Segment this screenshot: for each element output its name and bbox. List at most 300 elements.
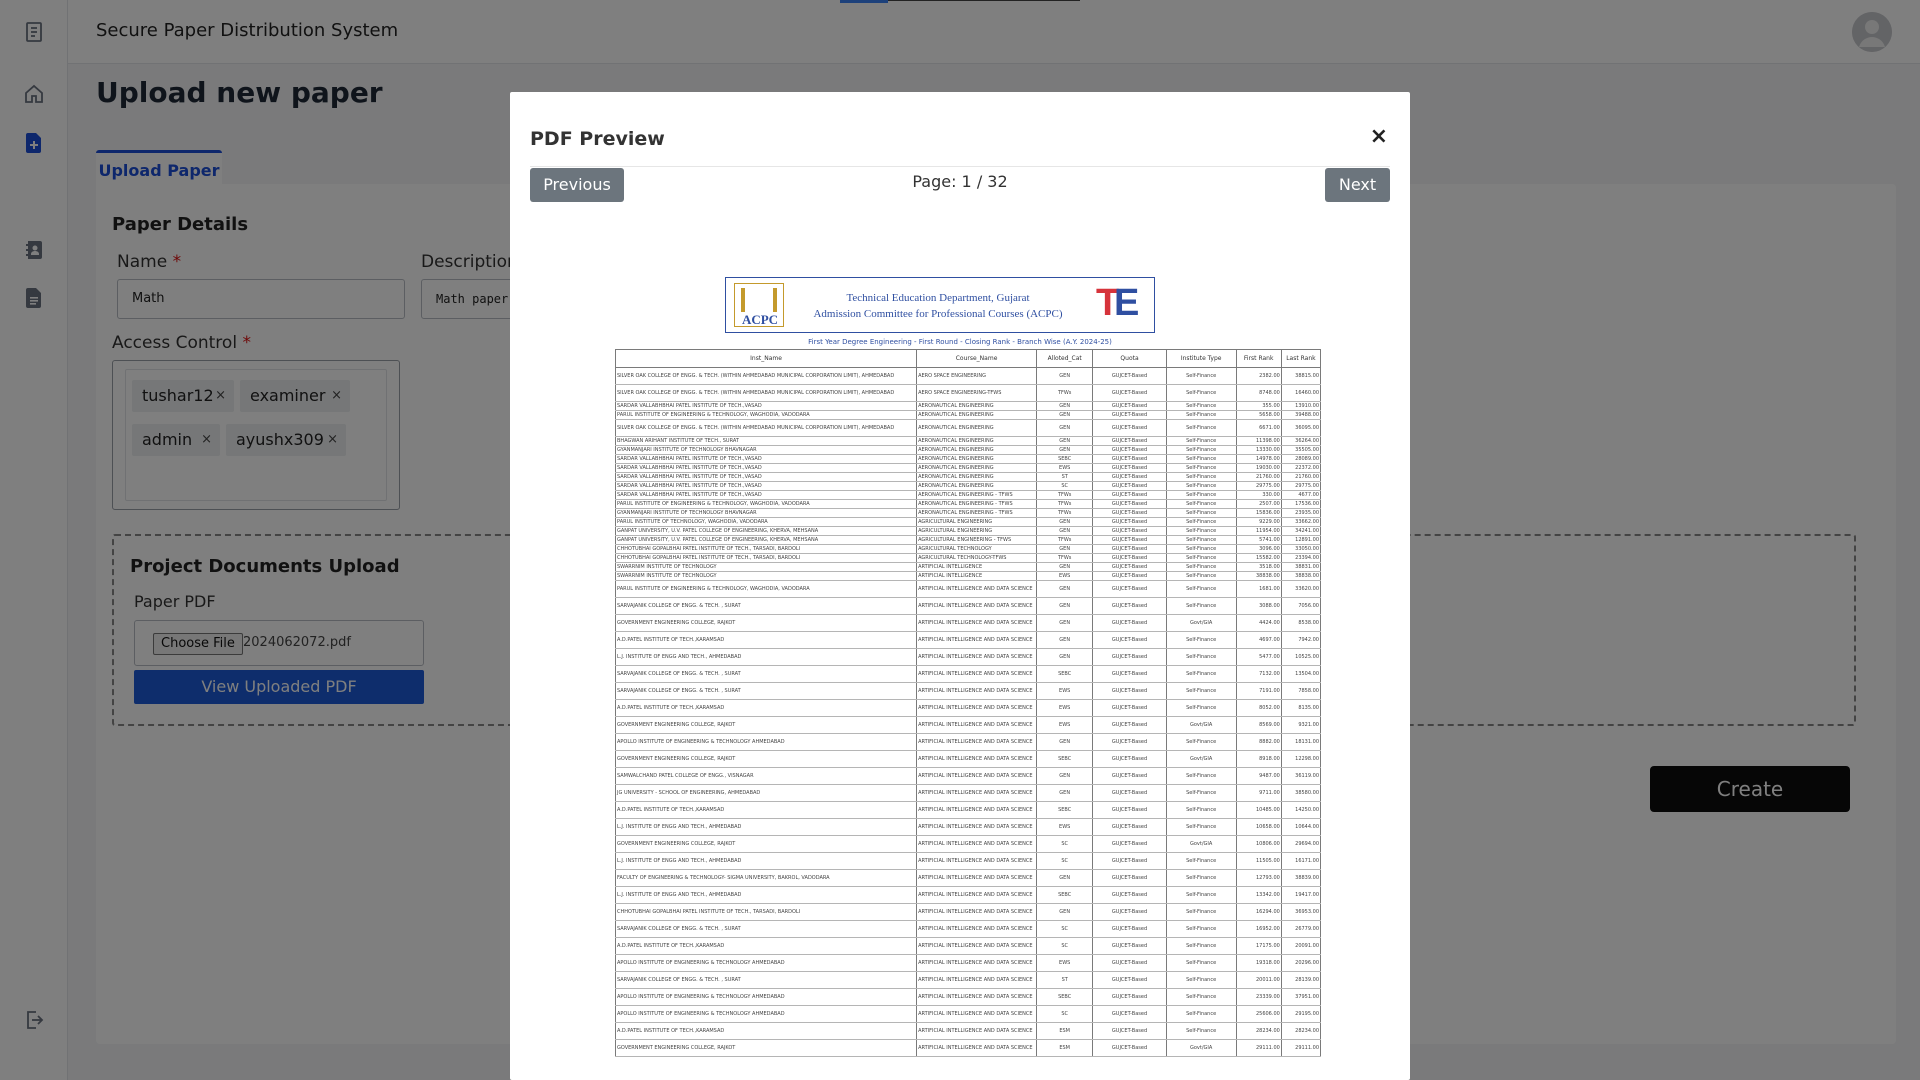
te-logo [1096, 283, 1144, 323]
table-cell: GEN [1037, 649, 1093, 666]
table-cell: Self-Finance [1166, 455, 1236, 464]
table-cell: SEBC [1037, 666, 1093, 683]
table-cell: 20011.00 [1236, 972, 1281, 989]
table-cell: GUJCET-Based [1093, 717, 1166, 734]
table-cell: L.J. INSTITUTE OF ENGG AND TECH., AHMEDABAD [616, 649, 917, 666]
table-cell: 15582.00 [1236, 554, 1281, 563]
table-cell: Self-Finance [1166, 572, 1236, 581]
table-row [616, 455, 1321, 464]
table-cell: Self-Finance [1166, 955, 1236, 972]
table-cell: GUJCET-Based [1093, 581, 1166, 598]
table-cell: 9711.00 [1236, 785, 1281, 802]
table-cell: GEN [1037, 581, 1093, 598]
table-cell: GUJCET-Based [1093, 385, 1166, 402]
table-cell: 10806.00 [1236, 836, 1281, 853]
table-cell: 29111.00 [1236, 1040, 1281, 1057]
table-cell: 7056.00 [1281, 598, 1320, 615]
table-cell: GOVERNMENT ENGINEERING COLLEGE, RAJKOT [616, 751, 917, 768]
te-logo-e: E [1114, 282, 1140, 324]
table-cell: GUJCET-Based [1093, 955, 1166, 972]
table-cell: ARTIFICIAL INTELLIGENCE AND DATA SCIENCE [917, 768, 1037, 785]
table-cell: SAMWALCHAND PATEL COLLEGE OF ENGG., VISNAGAR [616, 768, 917, 785]
table-cell: GEN [1037, 870, 1093, 887]
table-cell: SEBC [1037, 455, 1093, 464]
table-cell: SARDAR VALLABHBHAI PATEL INSTITUTE OF TECH.,VASAD [616, 482, 917, 491]
table-cell: Govt/GIA [1166, 751, 1236, 768]
table-row [616, 666, 1321, 683]
table-cell: GUJCET-Based [1093, 420, 1166, 437]
table-cell: GEN [1037, 768, 1093, 785]
table-cell: 29775.00 [1281, 482, 1320, 491]
table-cell: 10658.00 [1236, 819, 1281, 836]
table-cell: AERONAUTICAL ENGINEERING [917, 402, 1037, 411]
table-cell: Self-Finance [1166, 411, 1236, 420]
table-cell: 6671.00 [1236, 420, 1281, 437]
table-cell: 20296.00 [1281, 955, 1320, 972]
table-cell: 9487.00 [1236, 768, 1281, 785]
table-cell: GUJCET-Based [1093, 870, 1166, 887]
table-cell: ARTIFICIAL INTELLIGENCE AND DATA SCIENCE [917, 802, 1037, 819]
table-cell: GEN [1037, 734, 1093, 751]
table-cell: ARTIFICIAL INTELLIGENCE AND DATA SCIENCE [917, 632, 1037, 649]
table-cell: 33620.00 [1281, 581, 1320, 598]
table-cell: AERONAUTICAL ENGINEERING - TFWS [917, 491, 1037, 500]
table-cell: GUJCET-Based [1093, 615, 1166, 632]
table-row [616, 368, 1321, 385]
table-cell: ARTIFICIAL INTELLIGENCE AND DATA SCIENCE [917, 955, 1037, 972]
table-cell: 11954.00 [1236, 527, 1281, 536]
table-cell: AGRICULTURAL ENGINEERING [917, 527, 1037, 536]
table-cell: 3088.00 [1236, 598, 1281, 615]
table-row [616, 989, 1321, 1006]
table-cell: GEN [1037, 411, 1093, 420]
table-cell: GUJCET-Based [1093, 446, 1166, 455]
table-row [616, 700, 1321, 717]
table-cell: 10485.00 [1236, 802, 1281, 819]
table-cell: GUJCET-Based [1093, 572, 1166, 581]
table-cell: 10644.00 [1281, 819, 1320, 836]
table-row [616, 491, 1321, 500]
table-cell: 330.00 [1236, 491, 1281, 500]
table-cell: 8135.00 [1281, 700, 1320, 717]
table-cell: 7191.00 [1236, 683, 1281, 700]
table-cell: ST [1037, 972, 1093, 989]
table-column-header: Course_Name [917, 350, 1037, 368]
table-cell: SILVER OAK COLLEGE OF ENGG. & TECH. (WITHIN AHMEDABAD MUNICIPAL CORPORATION LIMIT), AHMEDABAD [616, 420, 917, 437]
table-cell: Govt/GIA [1166, 836, 1236, 853]
table-cell: 8538.00 [1281, 615, 1320, 632]
table-cell: 2382.00 [1236, 368, 1281, 385]
table-row [616, 420, 1321, 437]
table-cell: 37951.00 [1281, 989, 1320, 1006]
table-cell: GUJCET-Based [1093, 700, 1166, 717]
table-cell: FACULTY OF ENGINEERING & TECHNOLOGY- SIGMA UNIVERSITY, BAKROL, VADODARA [616, 870, 917, 887]
table-cell: SARDAR VALLABHBHAI PATEL INSTITUTE OF TECH.,VASAD [616, 464, 917, 473]
table-row [616, 819, 1321, 836]
table-row [616, 972, 1321, 989]
table-cell: ARTIFICIAL INTELLIGENCE AND DATA SCIENCE [917, 666, 1037, 683]
table-cell: TFWs [1037, 500, 1093, 509]
table-cell: ARTIFICIAL INTELLIGENCE AND DATA SCIENCE [917, 615, 1037, 632]
table-cell: 5658.00 [1236, 411, 1281, 420]
table-cell: Govt/GIA [1166, 1040, 1236, 1057]
table-cell: 9321.00 [1281, 717, 1320, 734]
table-cell: GUJCET-Based [1093, 482, 1166, 491]
table-row [616, 500, 1321, 509]
table-cell: 19030.00 [1236, 464, 1281, 473]
page-indicator: Page: 1 / 32 [912, 172, 1008, 191]
table-cell: GUJCET-Based [1093, 491, 1166, 500]
table-cell: 12793.00 [1236, 870, 1281, 887]
table-cell: GUJCET-Based [1093, 527, 1166, 536]
table-cell: Self-Finance [1166, 420, 1236, 437]
table-cell: 29111.00 [1281, 1040, 1320, 1057]
table-cell: AERO SPACE ENGINEERING [917, 368, 1037, 385]
table-cell: A.D.PATEL INSTITUTE OF TECH.,KARAMSAD [616, 632, 917, 649]
table-cell: 38838.00 [1281, 572, 1320, 581]
table-cell: A.D.PATEL INSTITUTE OF TECH.,KARAMSAD [616, 1023, 917, 1040]
table-cell: 21760.00 [1281, 473, 1320, 482]
table-cell: TFWs [1037, 491, 1093, 500]
table-cell: 21760.00 [1236, 473, 1281, 482]
table-row [616, 955, 1321, 972]
table-cell: GUJCET-Based [1093, 904, 1166, 921]
acpc-logo [734, 283, 784, 327]
te-logo-t: T [1096, 282, 1120, 324]
table-cell: SWARRNIM INSTITUTE OF TECHNOLOGY [616, 572, 917, 581]
table-cell: SC [1037, 482, 1093, 491]
table-cell: ARTIFICIAL INTELLIGENCE AND DATA SCIENCE [917, 683, 1037, 700]
table-cell: GEN [1037, 402, 1093, 411]
table-row [616, 717, 1321, 734]
table-row [616, 615, 1321, 632]
table-cell: Self-Finance [1166, 446, 1236, 455]
table-cell: APOLLO INSTITUTE OF ENGINEERING & TECHNOLOGY AHMEDABAD [616, 1006, 917, 1023]
table-column-header: Alloted_Cat [1037, 350, 1093, 368]
table-cell: GUJCET-Based [1093, 683, 1166, 700]
table-cell: AERO SPACE ENGINEERING-TFWS [917, 385, 1037, 402]
table-cell: GUJCET-Based [1093, 751, 1166, 768]
table-cell: 35505.00 [1281, 446, 1320, 455]
table-cell: Self-Finance [1166, 491, 1236, 500]
table-cell: PARUL INSTITUTE OF ENGINEERING & TECHNOLOGY, WAGHODIA, VADODARA [616, 411, 917, 420]
table-cell: APOLLO INSTITUTE OF ENGINEERING & TECHNOLOGY AHMEDABAD [616, 955, 917, 972]
table-row [616, 768, 1321, 785]
table-cell: SARVAJANIK COLLEGE OF ENGG. & TECH. , SURAT [616, 921, 917, 938]
table-cell: ST [1037, 473, 1093, 482]
table-cell: Self-Finance [1166, 554, 1236, 563]
table-cell: AERONAUTICAL ENGINEERING [917, 420, 1037, 437]
table-cell: TFWs [1037, 509, 1093, 518]
table-cell: 16171.00 [1281, 853, 1320, 870]
table-cell: 12298.00 [1281, 751, 1320, 768]
table-cell: ARTIFICIAL INTELLIGENCE AND DATA SCIENCE [917, 819, 1037, 836]
table-cell: Self-Finance [1166, 870, 1236, 887]
letterhead-line-2: Admission Committee for Professional Courses (ACPC) [813, 308, 1063, 320]
table-cell: GEN [1037, 904, 1093, 921]
table-cell: 3518.00 [1236, 563, 1281, 572]
table-cell: ARTIFICIAL INTELLIGENCE AND DATA SCIENCE [917, 700, 1037, 717]
table-cell: 14250.00 [1281, 802, 1320, 819]
table-cell: 38580.00 [1281, 785, 1320, 802]
table-cell: 4697.00 [1236, 632, 1281, 649]
table-row [616, 904, 1321, 921]
table-cell: GOVERNMENT ENGINEERING COLLEGE, RAJKOT [616, 615, 917, 632]
table-cell: GUJCET-Based [1093, 368, 1166, 385]
table-cell: A.D.PATEL INSTITUTE OF TECH.,KARAMSAD [616, 802, 917, 819]
acpc-logo-text: ACPC [741, 312, 779, 327]
table-row [616, 683, 1321, 700]
table-cell: Self-Finance [1166, 581, 1236, 598]
table-cell: GUJCET-Based [1093, 1023, 1166, 1040]
table-cell: BHAGWAN ARIHANT INSTITUTE OF TECH., SURAT [616, 437, 917, 446]
table-cell: ARTIFICIAL INTELLIGENCE [917, 563, 1037, 572]
table-cell: 11505.00 [1236, 853, 1281, 870]
table-cell: L.J. INSTITUTE OF ENGG AND TECH., AHMEDABAD [616, 887, 917, 904]
table-row [616, 411, 1321, 420]
table-cell: GEN [1037, 785, 1093, 802]
table-cell: 12891.00 [1281, 536, 1320, 545]
table-row [616, 938, 1321, 955]
table-cell: GUJCET-Based [1093, 734, 1166, 751]
table-cell: 17175.00 [1236, 938, 1281, 955]
table-row [616, 785, 1321, 802]
table-cell: 38839.00 [1281, 870, 1320, 887]
table-cell: SEBC [1037, 887, 1093, 904]
table-cell: GEN [1037, 563, 1093, 572]
table-row [616, 734, 1321, 751]
table-cell: 25606.00 [1236, 1006, 1281, 1023]
table-cell: GEN [1037, 527, 1093, 536]
pdf-page [600, 277, 1320, 1080]
table-cell: 1681.00 [1236, 581, 1281, 598]
table-cell: 16952.00 [1236, 921, 1281, 938]
table-cell: 39488.00 [1281, 411, 1320, 420]
modal-title: PDF Preview [530, 128, 665, 150]
table-cell: GUJCET-Based [1093, 518, 1166, 527]
table-cell: AGRICULTURAL TECHNOLOGY [917, 545, 1037, 554]
table-cell: Self-Finance [1166, 887, 1236, 904]
table-cell: Self-Finance [1166, 734, 1236, 751]
table-cell: 8569.00 [1236, 717, 1281, 734]
table-cell: SC [1037, 853, 1093, 870]
table-cell: EWS [1037, 683, 1093, 700]
letterhead-line-1: Technical Education Department, Gujarat [846, 292, 1030, 304]
table-cell: L.J. INSTITUTE OF ENGG AND TECH., AHMEDABAD [616, 853, 917, 870]
table-cell: GUJCET-Based [1093, 1040, 1166, 1057]
table-cell: 20091.00 [1281, 938, 1320, 955]
table-cell: Self-Finance [1166, 632, 1236, 649]
table-cell: 4677.00 [1281, 491, 1320, 500]
next-page-button[interactable]: Next [1325, 168, 1390, 202]
table-cell: ARTIFICIAL INTELLIGENCE AND DATA SCIENCE [917, 921, 1037, 938]
table-cell: GYANMANJARI INSTITUTE OF TECHNOLOGY BHAVNAGAR [616, 509, 917, 518]
table-row [616, 473, 1321, 482]
table-cell: 18131.00 [1281, 734, 1320, 751]
table-cell: 36095.00 [1281, 420, 1320, 437]
table-cell: PARUL INSTITUTE OF TECHNOLOGY, WAGHODIA, VADODARA [616, 518, 917, 527]
table-column-header: Last Rank [1281, 350, 1320, 368]
table-cell: 19417.00 [1281, 887, 1320, 904]
table-cell: GOVERNMENT ENGINEERING COLLEGE, RAJKOT [616, 1040, 917, 1057]
table-cell: SARVAJANIK COLLEGE OF ENGG. & TECH. , SURAT [616, 666, 917, 683]
table-cell: ARTIFICIAL INTELLIGENCE AND DATA SCIENCE [917, 989, 1037, 1006]
table-cell: ARTIFICIAL INTELLIGENCE AND DATA SCIENCE [917, 887, 1037, 904]
table-cell: Self-Finance [1166, 666, 1236, 683]
table-column-header: First Rank [1236, 350, 1281, 368]
table-cell: Self-Finance [1166, 437, 1236, 446]
table-row [616, 598, 1321, 615]
table-cell: GEN [1037, 437, 1093, 446]
table-cell: GEN [1037, 446, 1093, 455]
table-row [616, 482, 1321, 491]
table-cell: APOLLO INSTITUTE OF ENGINEERING & TECHNOLOGY AHMEDABAD [616, 734, 917, 751]
table-cell: GUJCET-Based [1093, 464, 1166, 473]
table-cell: Self-Finance [1166, 938, 1236, 955]
table-row [616, 527, 1321, 536]
table-cell: Self-Finance [1166, 921, 1236, 938]
pdf-preview-modal [510, 92, 1410, 1080]
close-icon[interactable]: × [1369, 124, 1388, 149]
table-cell: ARTIFICIAL INTELLIGENCE AND DATA SCIENCE [917, 1040, 1037, 1057]
table-cell: GUJCET-Based [1093, 785, 1166, 802]
table-cell: GUJCET-Based [1093, 500, 1166, 509]
previous-page-button[interactable]: Previous [530, 168, 624, 202]
table-row [616, 545, 1321, 554]
table-cell: GANPAT UNIVERSITY, U.V. PATEL COLLEGE OF ENGINEERING, KHERVA, MEHSANA [616, 527, 917, 536]
table-cell: 15836.00 [1236, 509, 1281, 518]
table-cell: 19318.00 [1236, 955, 1281, 972]
table-cell: Self-Finance [1166, 700, 1236, 717]
table-cell: 8052.00 [1236, 700, 1281, 717]
table-row [616, 464, 1321, 473]
table-cell: ARTIFICIAL INTELLIGENCE AND DATA SCIENCE [917, 785, 1037, 802]
table-cell: Self-Finance [1166, 768, 1236, 785]
table-cell: Self-Finance [1166, 785, 1236, 802]
table-cell: 9229.00 [1236, 518, 1281, 527]
table-cell: 28234.00 [1236, 1023, 1281, 1040]
table-row [616, 921, 1321, 938]
table-cell: 13342.00 [1236, 887, 1281, 904]
table-cell: CHHOTUBHAI GOPALBHAI PATEL INSTITUTE OF TECH., TARSADI, BARDOLI [616, 554, 917, 563]
table-row [616, 385, 1321, 402]
table-cell: TFWs [1037, 554, 1093, 563]
table-cell: ESM [1037, 1040, 1093, 1057]
table-cell: Self-Finance [1166, 853, 1236, 870]
table-cell: EWS [1037, 700, 1093, 717]
table-cell: 7132.00 [1236, 666, 1281, 683]
table-cell: EWS [1037, 464, 1093, 473]
table-row [616, 1040, 1321, 1057]
table-cell: Self-Finance [1166, 509, 1236, 518]
table-cell: GOVERNMENT ENGINEERING COLLEGE, RAJKOT [616, 717, 917, 734]
table-row [616, 572, 1321, 581]
table-cell: Self-Finance [1166, 518, 1236, 527]
table-cell: GUJCET-Based [1093, 768, 1166, 785]
table-row [616, 536, 1321, 545]
table-cell: Self-Finance [1166, 402, 1236, 411]
table-cell: AGRICULTURAL ENGINEERING [917, 518, 1037, 527]
table-cell: ARTIFICIAL INTELLIGENCE AND DATA SCIENCE [917, 853, 1037, 870]
table-cell: Self-Finance [1166, 972, 1236, 989]
table-cell: Self-Finance [1166, 385, 1236, 402]
table-cell: 28234.00 [1281, 1023, 1320, 1040]
table-cell: 14978.00 [1236, 455, 1281, 464]
table-cell: SC [1037, 836, 1093, 853]
table-cell: Govt/GIA [1166, 615, 1236, 632]
table-cell: Govt/GIA [1166, 717, 1236, 734]
table-cell: EWS [1037, 572, 1093, 581]
table-cell: GUJCET-Based [1093, 836, 1166, 853]
table-cell: 29694.00 [1281, 836, 1320, 853]
table-cell: GUJCET-Based [1093, 972, 1166, 989]
table-cell: AGRICULTURAL TECHNOLOGY-TFWS [917, 554, 1037, 563]
table-cell: AERONAUTICAL ENGINEERING [917, 473, 1037, 482]
table-cell: 36119.00 [1281, 768, 1320, 785]
acpc-logo-pillars [741, 288, 777, 312]
table-cell: GUJCET-Based [1093, 545, 1166, 554]
table-cell: APOLLO INSTITUTE OF ENGINEERING & TECHNOLOGY AHMEDABAD [616, 989, 917, 1006]
table-row [616, 649, 1321, 666]
table-cell: SC [1037, 1006, 1093, 1023]
table-cell: GUJCET-Based [1093, 649, 1166, 666]
table-cell: GUJCET-Based [1093, 473, 1166, 482]
pdf-letterhead [725, 277, 1155, 333]
table-cell: ARTIFICIAL INTELLIGENCE AND DATA SCIENCE [917, 836, 1037, 853]
table-row [616, 853, 1321, 870]
table-cell: 34241.00 [1281, 527, 1320, 536]
table-cell: SARDAR VALLABHBHAI PATEL INSTITUTE OF TECH.,VASAD [616, 491, 917, 500]
table-row [616, 802, 1321, 819]
table-cell: GUJCET-Based [1093, 887, 1166, 904]
table-row [616, 563, 1321, 572]
table-cell: 355.00 [1236, 402, 1281, 411]
table-cell: GEN [1037, 615, 1093, 632]
table-column-header: Inst_Name [616, 350, 917, 368]
closing-rank-table [615, 349, 1321, 1057]
table-cell: 29195.00 [1281, 1006, 1320, 1023]
table-cell: Self-Finance [1166, 649, 1236, 666]
table-cell: 38838.00 [1236, 572, 1281, 581]
table-cell: GEN [1037, 368, 1093, 385]
table-cell: 4424.00 [1236, 615, 1281, 632]
table-cell: 5741.00 [1236, 536, 1281, 545]
table-column-header: Institute Type [1166, 350, 1236, 368]
pdf-subtitle: First Year Degree Engineering - First Round - Closing Rank - Branch Wise (A.Y. 2024-25) [808, 338, 1112, 346]
table-cell: Self-Finance [1166, 473, 1236, 482]
table-cell: A.D.PATEL INSTITUTE OF TECH.,KARAMSAD [616, 938, 917, 955]
table-cell: 8918.00 [1236, 751, 1281, 768]
table-column-header: Quota [1093, 350, 1166, 368]
table-cell: TFWs [1037, 536, 1093, 545]
table-cell: Self-Finance [1166, 683, 1236, 700]
table-cell: GUJCET-Based [1093, 455, 1166, 464]
table-cell: AERONAUTICAL ENGINEERING - TFWS [917, 500, 1037, 509]
table-row [616, 554, 1321, 563]
table-cell: ARTIFICIAL INTELLIGENCE AND DATA SCIENCE [917, 870, 1037, 887]
table-cell: GUJCET-Based [1093, 802, 1166, 819]
table-cell: ESM [1037, 1023, 1093, 1040]
table-cell: ARTIFICIAL INTELLIGENCE AND DATA SCIENCE [917, 649, 1037, 666]
table-cell: Self-Finance [1166, 563, 1236, 572]
table-cell: 11398.00 [1236, 437, 1281, 446]
table-cell: GEN [1037, 632, 1093, 649]
table-cell: Self-Finance [1166, 368, 1236, 385]
table-cell: GUJCET-Based [1093, 402, 1166, 411]
table-row [616, 518, 1321, 527]
table-cell: ARTIFICIAL INTELLIGENCE AND DATA SCIENCE [917, 1023, 1037, 1040]
table-cell: Self-Finance [1166, 802, 1236, 819]
